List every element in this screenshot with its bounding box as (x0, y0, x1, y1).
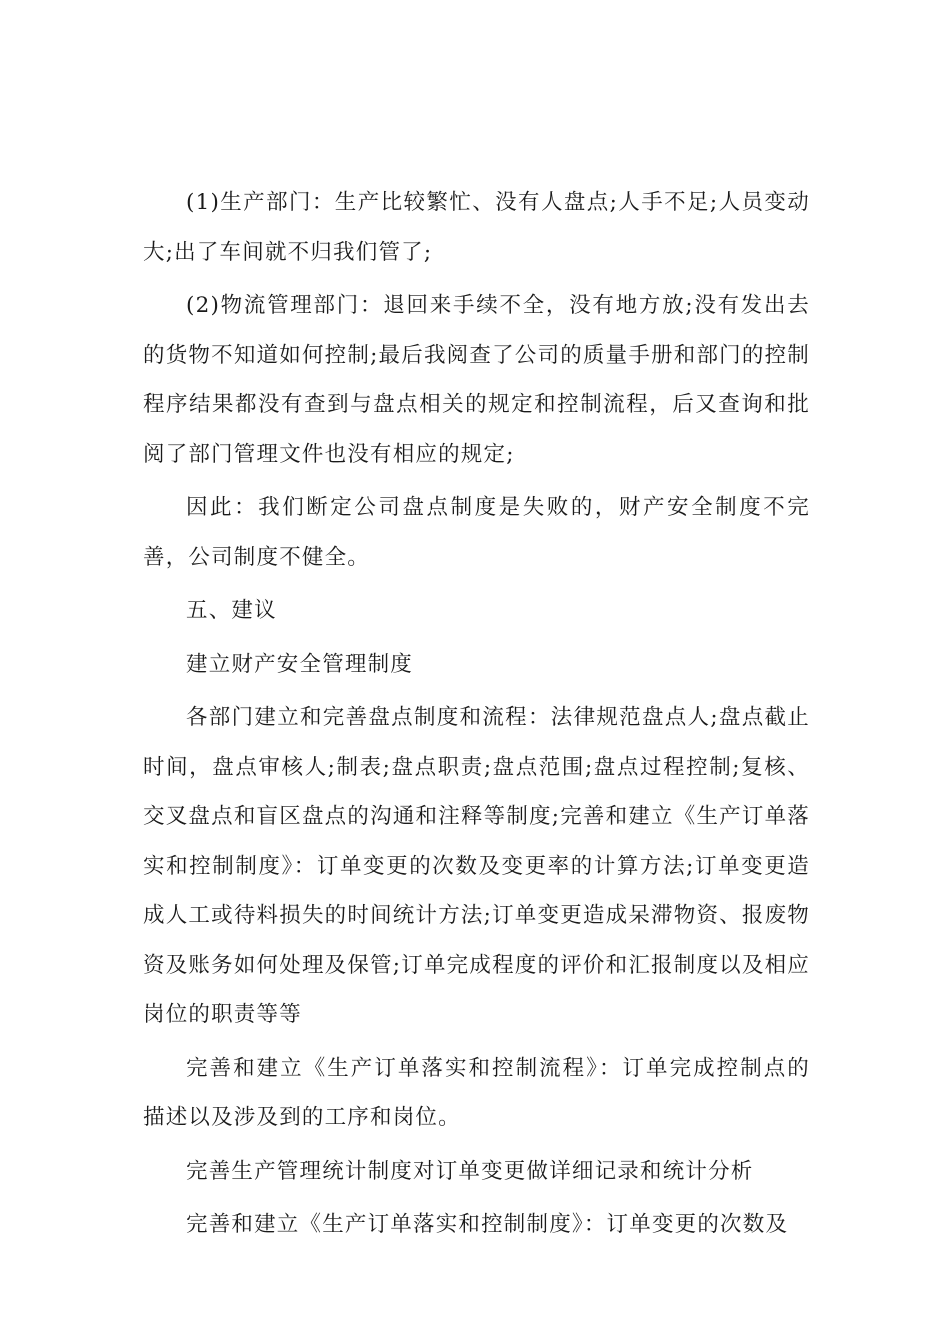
paragraph-logistics-dept: (2)物流管理部门：退回来手续不全，没有地方放;没有发出去的货物不知道如何控制;最后我阅查了公司的质量手册和部门的控制程序结果都没有查到与盘点相关的规定和控制流程，后又查询和批阅了部门管理文件也没有相应的规定; (143, 293, 810, 467)
paragraph-order-control-flow: 完善和建立《生产订单落实和控制流程》：订单完成控制点的描述以及涉及到的工序和岗位。 (143, 1055, 810, 1130)
paragraph-conclusion: 因此：我们断定公司盘点制度是失败的，财产安全制度不完善，公司制度不健全。 (143, 495, 810, 570)
paragraph-inventory-system: 各部门建立和完善盘点制度和流程：法律规范盘点人;盘点截止时间，盘点审核人;制表;盘点职责;盘点范围;盘点过程控制;复核、交叉盘点和盲区盘点的沟通和注释等制度;完善和建立《生产订单落实和控制制度》：订单变更的次数及变更率的计算方法;订单变更造成人工或待料损失的时间统计方法;订单变更造成呆滞物资、报废物资及账务如何处理及保管;订单完成程度的评价和汇报制度以及相应岗位的职责等等 (143, 705, 810, 1027)
paragraph-production-dept: (1)生产部门：生产比较繁忙、没有人盘点;人手不足;人员变动大;出了车间就不归我们管了; (143, 190, 810, 265)
paragraph-order-control-system: 完善和建立《生产订单落实和控制制度》：订单变更的次数及 (186, 1212, 789, 1237)
paragraph-statistics-system: 完善生产管理统计制度对订单变更做详细记录和统计分析 (186, 1158, 754, 1184)
subheading-property-safety: 建立财产安全管理制度 (186, 651, 414, 677)
section-heading-suggestions: 五、建议 (186, 598, 277, 623)
